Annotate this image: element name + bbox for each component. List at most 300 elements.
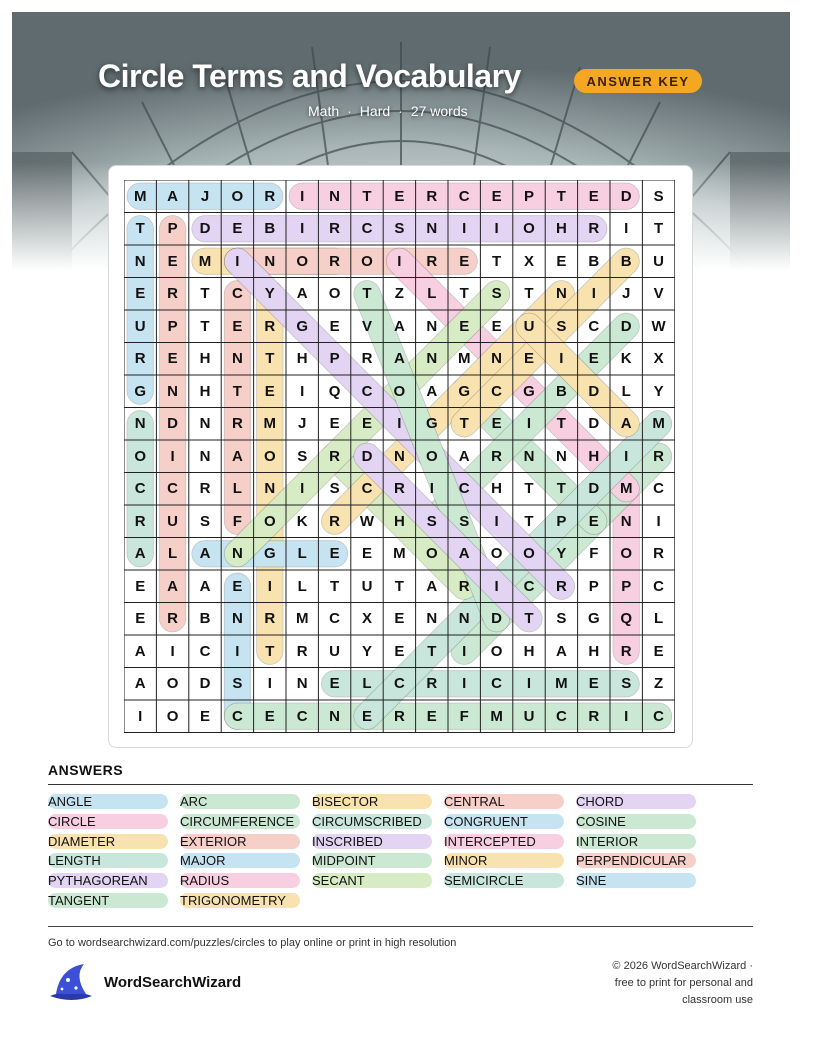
grid-letter: E [459,317,470,335]
grid-letter: N [458,610,470,628]
grid-letter: C [361,382,373,400]
grid-letter: E [329,675,340,693]
grid-letter: M [652,415,665,433]
grid-letter: C [653,707,664,725]
grid-letter: N [199,415,211,433]
grid-letter: C [588,317,600,335]
grid-letter: R [264,317,276,335]
grid-letter: S [653,187,664,205]
grid-letter: S [297,447,308,465]
letter-grid [124,180,675,733]
grid-letter: G [263,545,276,563]
grid-letter: N [426,220,438,238]
grid-letter: R [620,642,632,660]
grid-letter: O [361,252,373,270]
grid-letter: I [300,220,305,238]
grid-letter: R [134,350,146,368]
grid-letter: L [362,675,372,693]
grid-letter: C [361,480,373,498]
grid-letter: N [329,707,340,725]
grid-letter: C [231,707,243,725]
grid-letter: E [588,350,599,368]
grid-letter: T [232,382,242,400]
grid-letter: P [621,577,632,595]
answer-word: LENGTH [48,853,168,868]
grid-letter: R [426,675,438,693]
grid-letter: R [329,220,340,238]
grid-letter: X [361,610,372,628]
grid-letter: V [653,285,664,303]
grid-letter: D [199,220,211,238]
grid-letter: O [620,545,633,563]
grid-letter: E [167,350,178,368]
grid-letter: D [491,610,502,628]
grid-letter: N [296,675,308,693]
grid-letter: B [199,610,211,628]
grid-letter: M [295,610,309,628]
grid-letter: R [426,187,438,205]
answer-word: CHORD [576,794,696,809]
grid-letter: N [199,447,211,465]
grid-letter: E [588,512,599,530]
grid-letter: E [491,317,502,335]
grid-letter: D [588,382,600,400]
grid-letter: E [361,415,372,433]
grid-letter: I [397,252,402,270]
grid-letter: E [588,675,599,693]
grid-letter: M [393,545,406,563]
grid-letter: S [556,317,567,335]
grid-letter: E [394,187,405,205]
copyright-line: © 2026 WordSearchWizard · [612,960,753,972]
answer-word: SECANT [312,873,432,888]
grid-letter: M [198,252,212,270]
grid-letter: T [362,187,372,205]
grid-letter: I [559,350,564,368]
grid-letter: I [656,512,661,530]
grid-letter: G [458,382,471,400]
grid-letter: N [620,512,632,530]
grid-letter: R [296,642,308,660]
grid-letter: O [490,642,503,660]
grid-letter: T [556,187,566,205]
grid-letter: U [653,252,664,270]
grid-letter: G [296,317,309,335]
grid-letter: A [231,447,243,465]
grid-letter: T [427,642,437,660]
grid-letter: E [523,350,534,368]
grid-letter: I [624,447,629,465]
answer-word: PERPENDICULAR [576,853,696,868]
answer-word: TANGENT [48,893,168,908]
grid-letter: C [329,610,340,628]
grid-letter: E [167,252,178,270]
grid-letter: T [394,577,404,595]
grid-letter: M [263,415,277,433]
grid-letter: T [200,285,210,303]
grid-letter: A [134,642,146,660]
grid-letter: I [235,252,240,270]
grid-letter: N [393,447,405,465]
grid-letter: H [199,350,211,368]
grid-letter: I [300,382,305,400]
answer-word: ARC [180,794,300,809]
grid-letter: A [134,675,146,693]
grid-letter: R [167,610,178,628]
grid-letter: A [393,317,405,335]
grid-letter: N [231,610,243,628]
answers-heading: ANSWERS [48,762,124,778]
grid-letter: R [199,480,211,498]
grid-letter: U [361,577,373,595]
grid-letter: C [653,577,664,595]
grid-letter: R [167,285,178,303]
grid-letter: E [135,610,146,628]
answer-word: TRIGONOMETRY [180,893,300,908]
grid-letter: F [589,545,599,563]
grid-letter: S [459,512,470,530]
grid-letter: T [524,285,534,303]
grid-letter: I [494,220,499,238]
grid-letter: E [394,642,405,660]
grid-letter: T [459,285,469,303]
grid-letter: N [264,252,276,270]
grid-letter: E [394,610,405,628]
grid-letter: B [588,252,600,270]
grid-letter: Y [653,382,664,400]
grid-letter: N [555,447,567,465]
grid-letter: D [620,317,632,335]
footer-link[interactable]: Go to wordsearchwizard.com/puzzles/circles to play online or print in high resolution [48,937,457,949]
grid-letter: H [555,220,567,238]
grid-letter: O [425,447,438,465]
grid-letter: N [426,610,438,628]
grid-letter: T [556,415,566,433]
grid-letter: X [653,350,664,368]
grid-letter: I [300,480,305,498]
grid-letter: N [134,415,146,433]
grid-letter: I [462,220,467,238]
grid-letter: A [426,577,438,595]
separator: · [398,103,403,119]
answer-key-badge: ANSWER KEY [574,69,702,93]
grid-letter: I [526,675,532,693]
grid-letter: C [361,220,373,238]
grid-letter: S [621,675,632,693]
answer-word: BISECTOR [312,794,432,809]
grid-letter: I [170,642,175,660]
grid-letter: O [263,512,276,530]
grid-letter: E [264,382,275,400]
grid-letter: A [199,577,211,595]
grid-letter: L [654,610,664,628]
grid-letter: D [620,187,632,205]
grid-letter: E [459,252,470,270]
grid-letter: O [231,187,244,205]
grid-letter: H [491,480,502,498]
grid-letter: R [653,545,664,563]
grid-letter: P [329,350,340,368]
grid-letter: P [167,220,178,238]
grid-letter: K [296,512,308,530]
grid-letter: K [620,350,632,368]
grid-letter: I [462,642,467,660]
grid-letter: G [587,610,600,628]
grid-letter: N [329,187,340,205]
grid-letter: T [524,512,534,530]
grid-letter: L [168,545,178,563]
grid-letter: D [167,415,178,433]
grid-letter: Z [654,675,664,693]
grid-letter: T [524,610,534,628]
grid-letter: R [458,577,470,595]
grid-letter: E [135,577,146,595]
grid-letter: O [134,447,147,465]
grid-letter: E [556,252,567,270]
grid-letter: R [393,707,405,725]
grid-letter: U [167,512,178,530]
grid-letter: T [265,350,275,368]
grid-letter: D [361,447,373,465]
grid-letter: L [297,545,307,563]
grid-letter: D [588,415,600,433]
grid-letter: I [624,220,629,238]
grid-letter: O [328,285,341,303]
grid-letter: E [264,707,275,725]
grid-letter: E [361,545,372,563]
grid-letter: S [426,512,437,530]
grid-letter: R [491,447,502,465]
grid-letter: I [462,675,467,693]
grid-letter: L [427,285,437,303]
grid-letter: E [329,415,340,433]
separator: · [347,103,352,119]
grid-letter: C [393,675,405,693]
grid-letter: C [491,675,502,693]
grid-letter: Q [620,610,633,628]
grid-letter: Y [361,642,372,660]
grid-letter: X [523,252,534,270]
grid-letter: R [393,480,405,498]
grid-letter: I [591,285,596,303]
puzzle-meta [308,103,468,119]
grid-letter: E [588,187,599,205]
grid-letter: D [588,480,600,498]
grid-letter: I [429,480,434,498]
grid-letter: S [232,675,243,693]
grid-letter: A [167,187,178,205]
grid-letter: L [232,480,242,498]
subject-label: Math [308,103,340,119]
grid-letter: H [588,642,600,660]
grid-letter: M [619,480,633,498]
grid-letter: R [588,220,600,238]
grid-letter: H [393,512,405,530]
grid-letter: R [264,187,276,205]
grid-letter: N [523,447,535,465]
grid-letter: J [200,187,210,205]
grid-letter: A [458,447,470,465]
grid-letter: S [199,512,210,530]
grid-letter: R [231,415,243,433]
grid-letter: E [135,285,146,303]
answer-word: RADIUS [180,873,300,888]
grid-letter: R [329,512,340,530]
grid-letter: I [494,512,499,530]
grid-letter: L [297,577,307,595]
grid-letter: B [264,220,276,238]
grid-letter: N [231,545,243,563]
grid-letter: O [523,545,535,563]
grid-letter: B [620,252,632,270]
grid-letter: O [263,447,276,465]
grid-letter: A [199,545,211,563]
grid-letter: B [555,382,567,400]
grid-letter: R [264,610,276,628]
grid-letter: E [232,220,243,238]
grid-letter: A [134,545,146,563]
grid-letter: R [329,252,340,270]
grid-letter: E [426,707,437,725]
grid-letter: O [166,707,179,725]
grid-letter: N [555,285,567,303]
grid-letter: O [425,545,438,563]
grid-letter: W [651,317,666,335]
grid-letter: R [361,350,373,368]
grid-letter: N [134,252,146,270]
grid-letter: T [265,642,275,660]
answer-word: SINE [576,873,696,888]
grid-letter: I [300,187,305,205]
grid-letter: F [232,512,242,530]
grid-letter: E [491,415,502,433]
difficulty-label: Hard [359,103,391,119]
grid-letter: T [556,480,566,498]
grid-letter: C [523,577,535,595]
grid-letter: O [523,220,535,238]
grid-letter: T [135,220,145,238]
grid-letter: O [296,252,309,270]
grid-letter: U [329,642,340,660]
grid-letter: W [359,512,375,530]
grid-letter: T [524,480,534,498]
grid-letter: R [426,252,438,270]
answer-word: CENTRAL [444,794,564,809]
grid-letter: C [458,187,470,205]
answer-word: INSCRIBED [312,834,432,849]
grid-letter: Y [264,285,275,303]
grid-letter: F [459,707,469,725]
grid-letter: I [267,675,272,693]
grid-letter: S [491,285,502,303]
grid-letter: C [231,285,243,303]
copyright-line: classroom use [682,994,753,1006]
grid-letter: A [555,642,567,660]
grid-letter: H [199,382,211,400]
copyright-line: free to print for personal and [614,977,753,989]
grid-letter: R [653,447,664,465]
grid-letter: Z [394,285,404,303]
answer-word: CIRCUMFERENCE [180,814,300,829]
answer-word: DIAMETER [48,834,168,849]
grid-letter: A [167,577,178,595]
grid-letter: P [167,317,178,335]
grid-letter: V [361,317,372,335]
grid-letter: C [167,480,178,498]
grid-letter: L [621,382,631,400]
grid-letter: Y [556,545,567,563]
grid-letter: E [329,317,340,335]
grid-letter: A [426,382,438,400]
answer-word: CIRCLE [48,814,168,829]
grid-letter: H [588,447,600,465]
grid-letter: M [457,350,471,368]
grid-letter: E [361,707,372,725]
grid-letter: P [588,577,599,595]
grid-letter: I [624,707,629,725]
grid-letter: C [199,642,211,660]
grid-letter: P [523,187,534,205]
grid-letter: J [622,285,631,303]
word-count-label: 27 words [410,103,468,119]
answer-word: COSINE [576,814,696,829]
grid-letter: R [588,707,600,725]
grid-letter: E [199,707,210,725]
copyright [553,958,753,1009]
grid-letter: E [329,545,340,563]
grid-letter: S [394,220,405,238]
grid-letter: S [329,480,340,498]
grid-letter: C [653,480,664,498]
grid-letter: E [232,317,243,335]
grid-letter: A [620,415,632,433]
grid-letter: U [523,317,535,335]
footer-divider [48,926,753,927]
answer-word: EXTERIOR [180,834,300,849]
grid-letter: J [298,415,307,433]
grid-letter: E [653,642,664,660]
wizard-hat-icon [46,962,94,1004]
grid-letter: S [556,610,567,628]
grid-letter: I [170,447,175,465]
grid-letter: U [134,317,146,335]
grid-letter: N [264,480,276,498]
grid-letter: D [199,675,211,693]
answer-word: CONGRUENT [444,814,564,829]
brand-name: WordSearchWizard [104,974,242,991]
page-title: Circle Terms and Vocabulary [98,58,521,94]
grid-letter: O [393,382,406,400]
grid-letter: N [426,350,438,368]
grid-letter: T [200,317,210,335]
grid-letter: M [133,187,147,205]
grid-letter: A [458,545,470,563]
grid-letter: P [556,512,567,530]
grid-letter: H [296,350,308,368]
grid-letter: E [232,577,243,595]
grid-letter: R [555,577,567,595]
answer-word: INTERCEPTED [444,834,564,849]
answer-word: MINOR [444,853,564,868]
grid-letter: A [296,285,308,303]
grid-letter: I [267,577,272,595]
grid-letter: T [362,285,372,303]
grid-letter: N [167,382,178,400]
grid-letter: N [426,317,438,335]
grid-letter: C [134,480,146,498]
answer-word: MIDPOINT [312,853,432,868]
answers-divider [48,784,753,785]
